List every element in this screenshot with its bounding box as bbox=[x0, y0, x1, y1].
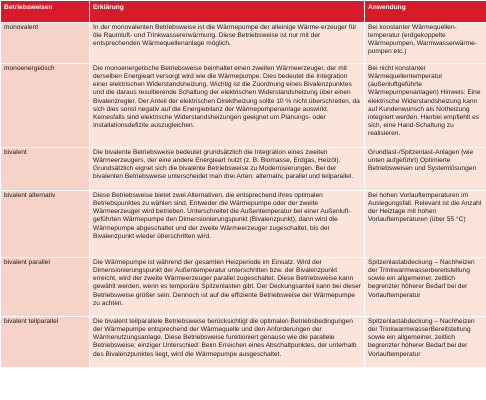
mode-name: bivalent parallel bbox=[1, 258, 90, 317]
header-betriebsweisen: Betriebsweisen bbox=[1, 1, 90, 23]
mode-name: monoenergetisch bbox=[1, 64, 90, 148]
mode-explanation: Die Wärmepumpe ist während der gesamten Heizperiode im Einsatz. Wird der Dimensionierungspunkt der Außentemperatur unterschritten bzw. der Bivalenzpunkt erreicht, wird der zweite Wärmeerzeuger parallel zugeschaltet. Diese Betriebsweise kann gewählt werden, wenn es temporäre Spitzenlasten gibt. Der Deckungsanteil kann bei dieser Betriebsweise größer sein. Dennoch ist auf die effiziente Betriebsweise der Wärmepumpe zu achten. bbox=[90, 258, 365, 317]
mode-application: Grundlast-/Spitzenlast-Anlagen (wie unten aufgeführt) Optimierte Betriebsweisen und Systemlösungen bbox=[365, 148, 486, 191]
mode-name: bivalent teilparallel bbox=[1, 317, 90, 368]
mode-name: monovalent bbox=[1, 23, 90, 64]
mode-explanation: Diese Betriebsweise bietet zwei Alternativen, die entsprechend ihres optimalen Betriebspunktes zu wählen sind. Entweder die Wärmepumpe oder der zweite Wärmeerzeuger wird betrieben. Unterschreitet die Außentemperatur bei einer Außenluft-geführten Wärmepumpe den Dimensionierungspunkt (Bivalenzpunkt), dann wird die Wärmepumpe abgeschaltet und der zweite Wärmeerzeuger zugeschaltet, bis der Bivalenzpunkt wieder überschritten wird. bbox=[90, 191, 365, 258]
table-header-row bbox=[1, 1, 486, 23]
table-row bbox=[1, 148, 486, 191]
table-row bbox=[1, 23, 486, 64]
table-row bbox=[1, 64, 486, 148]
table-row bbox=[1, 191, 486, 258]
table-row bbox=[1, 317, 486, 368]
mode-application: Bei hohen Vorlauftemperaturen im Auslegungsfall. Relevant ist die Anzahl der Heiztage mit hohen Vorlauftemperaturen (über 55 °C) bbox=[365, 191, 486, 258]
mode-name: bivalent bbox=[1, 148, 90, 191]
mode-explanation: Die monoenergetische Betriebsweise beinhaltet einen zweiten Wärmeerzeuger, der mit derselben Energieart versorgt wird wie die Wärmepumpe. Dies bedeutet die Integration einer elektrischen Widerstandsheizung. Wichtig ist die Zuordnung eines Bivalenzpunktes und die daraus resultierende Schaltung der elektrischen Widerstandsheizung über einen Bivalenzregler. Der Anteil der elektrischen Direktheizung sollte 10 % nicht überschreiten, da sich dies sonst negativ auf die Energiebilanz der Wärmepumpenanlage auswirkt. Keinesfalls sind elektrische Widerstandsheizungen geeignet um Planungs- oder Installationsdefizite auszugleichen. bbox=[90, 64, 365, 148]
header-erklaerung: Erklärung bbox=[90, 1, 365, 23]
header-anwendung: Anwendung bbox=[365, 1, 486, 23]
mode-name: bivalent alternativ bbox=[1, 191, 90, 258]
mode-application: Bei nicht konstanter Wärmequellentemperatur (außenluftgeführte Wärmepumpenanlagen) Hinweis: Eine elektrische Widerstandsheizung kann auf Kundenwunsch als Notheizung integriert werden. Hierbei empfiehlt es sich, eine Hand-Schaltung zu realisieren. bbox=[365, 64, 486, 148]
mode-explanation: Die bivalente Betriebsweise bedeutet grundsätzlich die Integration eines zweiten Wärmeerzeugers, der eine andere Energieart nutzt (z. B. Biomasse, Erdgas, Heizöl). Grundsätzlich eignet sich die bivalente Betriebsweise zu Modernisierungen. Bei der bivalenten Betriebsweise unterscheidet man drei Arten: alternativ, parallel und teilparallel. bbox=[90, 148, 365, 191]
mode-application: Spitzenlastabdeckung – Nachheizen der TrinkwarmwasserBereitstellung sowie ein allgemeiner, zeitlich begrenzter höherer Bedarf bei der Vorlauftemperatur bbox=[365, 317, 486, 368]
mode-application: Spitzenlastabdeckung – Nachheizen der Trinkwarmwasserbereitstellung sowie ein allgemeiner, zeitlich begrenzter höherer Bedarf bei der Vorlauftemperatur bbox=[365, 258, 486, 317]
table-row bbox=[1, 258, 486, 317]
mode-explanation: In der monovalenten Betriebsweise ist die Wärmepumpe der alleinige Wärme-erzeuger für die Raumluft- und Trinkwassererwärmung. Diese Betriebsweise ist nur mit der entsprechenden Wärmequellenanlage möglich. bbox=[90, 23, 365, 64]
mode-application: Bei konstanter Wärmequellen-temperatur (erdgekoppelte Wärmepumpen, Warmwasserwärme-pumpen etc.) bbox=[365, 23, 486, 64]
mode-explanation: Die bivalent teilparallele Betriebsweise berücksichtigt die optimalen Betriebsbedingungen der Wärmepumpe entsprechend der Wärmequelle und den Anforderungen der Wärmenutzungsanlage. Diese Betriebsweise funktioniert genauso wie die parallele Betriebsweise; einziger Unterschied: Beim Erreichen eines Abschaltpunktes, der unterhalb des Bivalenzpunktes liegt, wird die Wärmepumpe ausgeschaltet. bbox=[90, 317, 365, 368]
